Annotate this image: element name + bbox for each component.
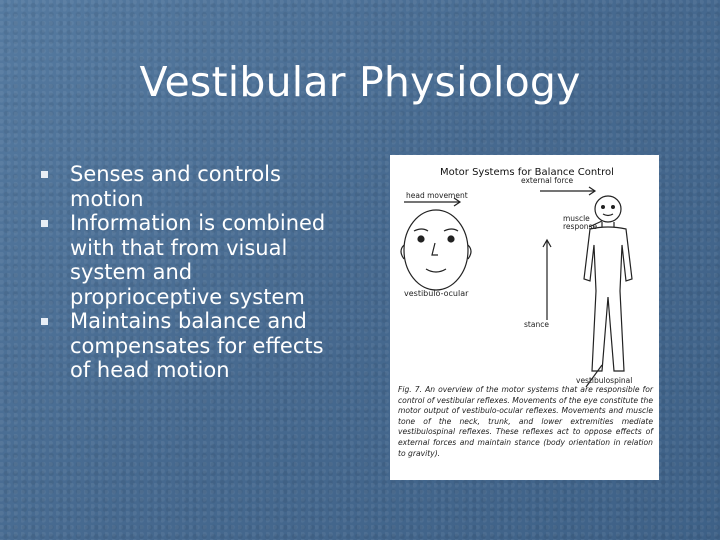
label-head-movement: head movement <box>406 191 468 200</box>
body-head <box>595 196 621 222</box>
bullet-item <box>38 211 348 309</box>
mouth <box>426 269 446 272</box>
body-outline <box>584 227 632 371</box>
nose <box>432 243 438 255</box>
bullet-text: Senses and controls motion <box>70 162 281 211</box>
bullet-item <box>38 162 348 211</box>
head-outline <box>404 210 468 290</box>
label-vestibulo-ocular: vestibulo-ocular <box>404 289 469 298</box>
figure-title: Motor Systems for Balance Control <box>440 167 614 178</box>
square-bullet-icon <box>41 220 48 227</box>
figure-caption: Fig. 7. An overview of the motor systems that are responsible for control of vestibular reflexes. Movements of the eye constitute the motor output of vestibulo-ocular reflexes. Movements and muscle tone of the neck, trunk, and lower extremities mediate vestibulospinal reflexes. These reflexes act to oppose effects of external forces and maintain stance (body orientation in relation to gravity). <box>398 385 653 458</box>
figure-panel <box>390 155 659 480</box>
bullet-text: Information is combined with that from visual system and proprioceptive system <box>70 211 326 309</box>
label-vestibulospinal: vestibulospinal <box>576 376 633 385</box>
bullet-text: Maintains balance and compensates for effects of head motion <box>70 309 324 382</box>
label-muscle-response: muscle response <box>563 214 598 231</box>
bullet-item <box>38 309 348 383</box>
eyebrows <box>414 229 458 231</box>
right-eye <box>448 236 454 242</box>
left-eye <box>418 236 424 242</box>
bullet-list <box>38 162 348 383</box>
label-external-force: external force <box>521 176 574 185</box>
square-bullet-icon <box>41 171 48 178</box>
slide-title: Vestibular Physiology <box>139 58 581 106</box>
square-bullet-icon <box>41 318 48 325</box>
label-stance: stance <box>524 320 549 329</box>
